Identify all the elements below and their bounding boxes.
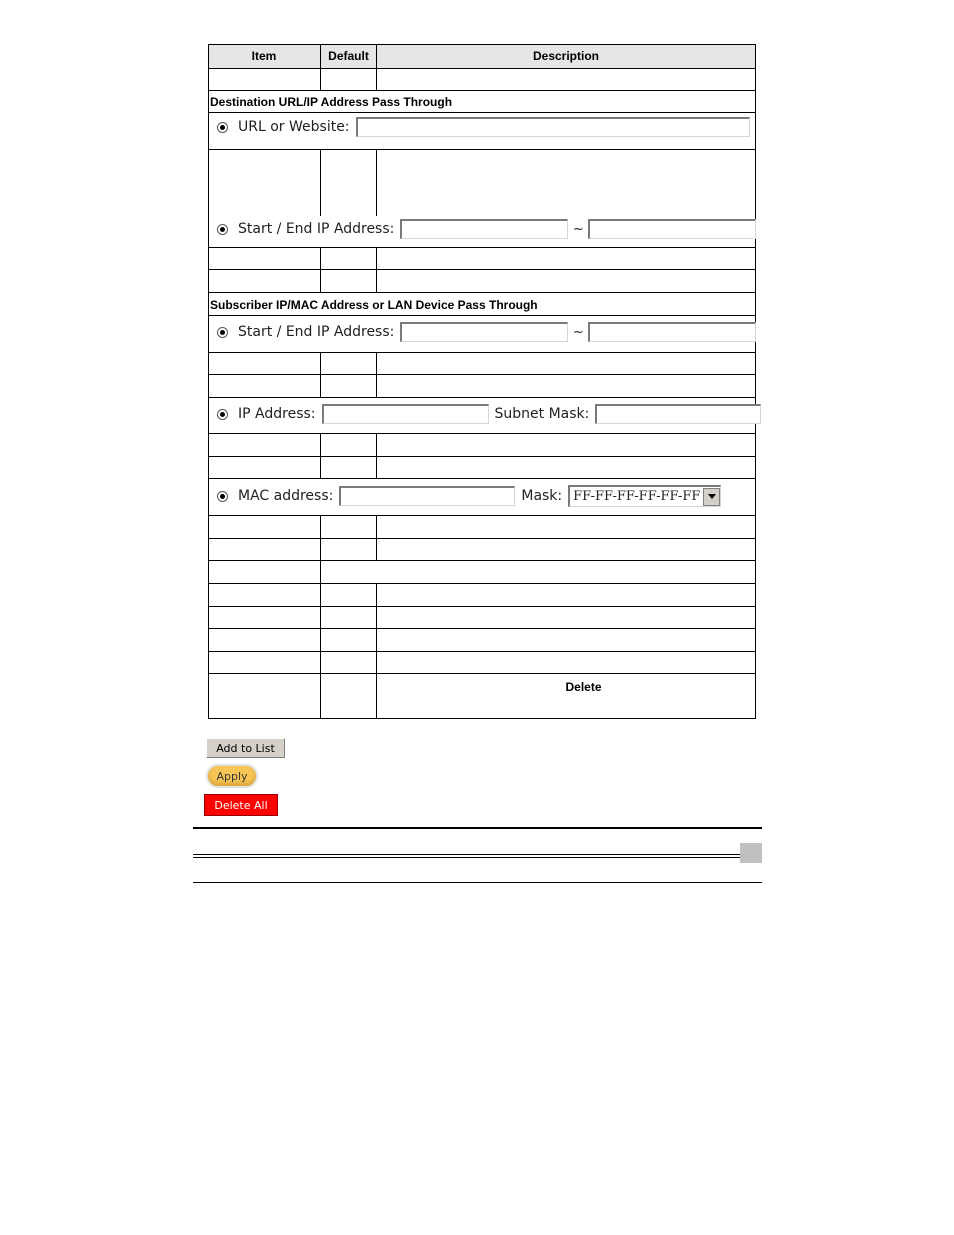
delete-all-button[interactable]: Delete All	[204, 794, 278, 816]
section-destination-title: Destination URL/IP Address Pass Through	[210, 95, 453, 109]
header-item: Item	[251, 49, 277, 63]
rule	[208, 315, 756, 316]
col-sep	[320, 352, 321, 398]
rule	[208, 433, 756, 434]
mac-address-label: MAC address:	[238, 488, 334, 504]
col-sep	[320, 560, 321, 719]
subnet-mask-input[interactable]	[595, 404, 761, 424]
url-row	[217, 117, 750, 137]
ip-subnet-row	[217, 404, 761, 424]
mac-row	[217, 485, 721, 507]
subscriber-ip-label: Start / End IP Address:	[238, 324, 395, 340]
section-subscriber-title: Subscriber IP/MAC Address or LAN Device Pass Through	[210, 298, 538, 312]
rule	[208, 606, 756, 607]
url-radio[interactable]	[217, 122, 228, 133]
rule	[208, 718, 756, 719]
header-description: Description	[532, 49, 599, 63]
col-sep	[376, 149, 377, 216]
mask-label: Mask:	[521, 488, 563, 504]
rule	[208, 374, 756, 375]
ip-address-input[interactable]	[322, 404, 489, 424]
col-sep	[320, 433, 321, 479]
rule	[208, 560, 756, 561]
subnet-mask-label: Subnet Mask:	[494, 406, 590, 422]
apply-button[interactable]: Apply	[206, 764, 258, 788]
rule	[208, 673, 756, 674]
ip-address-radio[interactable]	[217, 409, 228, 420]
table-border-right	[755, 44, 756, 719]
destination-ip-row	[217, 219, 756, 239]
ip-address-label: IP Address:	[238, 406, 316, 422]
col-sep	[376, 352, 377, 398]
rule	[208, 352, 756, 353]
col-sep	[376, 515, 377, 561]
col-sep	[320, 247, 321, 293]
header-default: Default	[328, 49, 369, 63]
mask-select-value: FF-FF-FF-FF-FF-FF	[573, 489, 701, 504]
page-number-box	[740, 843, 762, 863]
destination-ip-tilde: ~	[572, 221, 584, 237]
rule	[208, 247, 756, 248]
rule	[208, 68, 756, 69]
col-sep	[320, 149, 321, 216]
rule	[208, 456, 756, 457]
destination-ip-label: Start / End IP Address:	[238, 221, 395, 237]
mac-address-input[interactable]	[339, 486, 515, 506]
destination-end-ip-input[interactable]	[588, 219, 756, 239]
footer-rule-bottom	[193, 882, 762, 883]
footer-rule-double-2	[193, 857, 762, 858]
url-input[interactable]	[356, 117, 750, 137]
col-sep	[376, 247, 377, 293]
delete-text: Delete	[565, 680, 602, 694]
rule	[208, 478, 756, 479]
subscriber-start-ip-input[interactable]	[400, 322, 568, 342]
rule	[208, 651, 756, 652]
footer-rule-double-1	[193, 854, 762, 855]
rule	[208, 90, 756, 91]
subscriber-ip-row	[217, 322, 756, 342]
rule	[208, 538, 756, 539]
footer-rule-top	[193, 827, 762, 829]
url-label: URL or Website:	[238, 119, 350, 135]
rule	[208, 397, 756, 398]
rule	[208, 628, 756, 629]
subscriber-end-ip-input[interactable]	[588, 322, 756, 342]
mask-select[interactable]	[568, 485, 721, 507]
rule	[208, 149, 756, 150]
subscriber-ip-tilde: ~	[572, 324, 584, 340]
table-border-left	[208, 44, 209, 719]
subscriber-ip-radio[interactable]	[217, 327, 228, 338]
rule	[208, 269, 756, 270]
destination-ip-radio[interactable]	[217, 224, 228, 235]
mac-address-radio[interactable]	[217, 491, 228, 502]
col-sep	[376, 583, 377, 719]
col-sep	[320, 515, 321, 561]
rule	[208, 292, 756, 293]
destination-start-ip-input[interactable]	[400, 219, 568, 239]
chevron-down-icon[interactable]	[703, 488, 720, 506]
rule	[208, 583, 756, 584]
add-to-list-button[interactable]: Add to List	[206, 738, 285, 758]
rule	[208, 112, 756, 113]
rule	[208, 515, 756, 516]
col-sep	[376, 433, 377, 479]
